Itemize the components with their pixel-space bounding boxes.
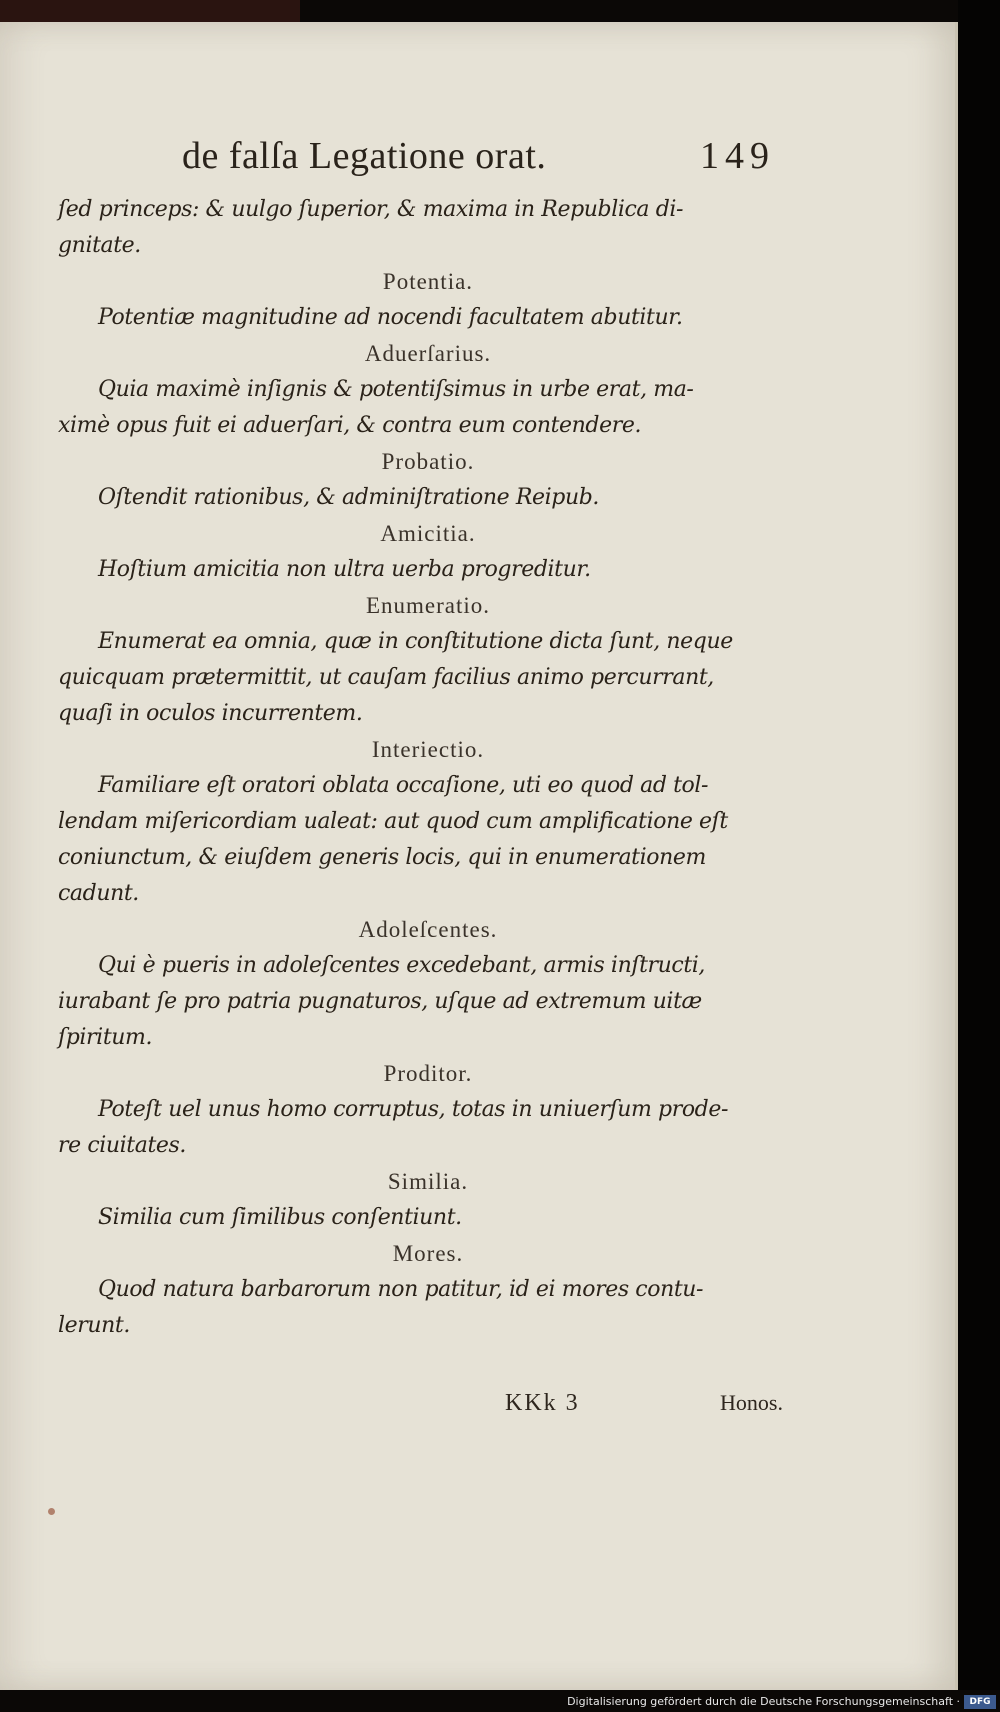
text-section (58, 264, 798, 336)
section-paragraph (58, 624, 798, 732)
text-section (58, 336, 798, 444)
digitization-credit: Digitalisierung gefördert durch die Deutsche Forschungsgemeinschaft · (567, 1695, 960, 1708)
text-line: gnitate. (58, 233, 141, 258)
page-header (0, 132, 955, 192)
section-paragraph (58, 552, 798, 588)
section-heading: Enumeratio. (365, 593, 491, 618)
text-section (58, 192, 798, 264)
text-line: iurabant ſe pro patria pugnaturos, uſque ad extremum uitæ (58, 989, 702, 1014)
text-line: quicquam prætermittit, ut cauſam facilius animo percurrant, (58, 665, 714, 690)
section-paragraph (58, 948, 798, 1056)
text-section (58, 516, 798, 588)
text-section (58, 444, 798, 516)
text-section (58, 1236, 798, 1344)
section-heading: Similia. (387, 1169, 469, 1194)
section-heading: Potentia. (382, 269, 474, 294)
text-line: quaſi in oculos incurrentem. (58, 701, 363, 726)
text-line: Familiare eſt oratori oblata occaſione, uti eo quod ad tol- (98, 773, 709, 798)
page-body (58, 192, 798, 1344)
text-line: Oſtendit rationibus, & adminiſtratione Reipub. (98, 485, 599, 510)
text-line: lendam miſericordiam ualeat: aut quod cum amplificatione eſt (58, 809, 728, 834)
dfg-logo: DFG (964, 1695, 996, 1709)
page-number: 149 (700, 135, 775, 177)
text-line: Quod natura barbarorum non patitur, id ei mores contu- (98, 1277, 704, 1302)
text-line: Quia maximè inſignis & potentiſsimus in urbe erat, ma- (98, 377, 694, 402)
text-line: Similia cum ſimilibus conſentiunt. (98, 1205, 462, 1230)
section-paragraph (58, 480, 798, 516)
text-line: Potentiæ magnitudine ad nocendi facultatem abutitur. (98, 305, 683, 330)
section-heading: Mores. (392, 1241, 464, 1266)
text-section (58, 588, 798, 732)
text-line: cadunt. (58, 881, 139, 906)
section-heading: Interiectio. (371, 737, 485, 762)
text-section (58, 1056, 798, 1164)
book-edge-top (0, 0, 300, 22)
section-heading: Adoleſcentes. (358, 917, 498, 942)
scan-background (958, 0, 1000, 1690)
text-line: ximè opus fuit ei aduerſari, & contra eum contendere. (58, 413, 642, 438)
section-heading: Proditor. (383, 1061, 473, 1086)
book-page (0, 22, 958, 1690)
section-heading: Aduerſarius. (364, 341, 492, 366)
text-section (58, 1164, 798, 1236)
text-line: Qui è pueris in adoleſcentes excedebant, armis inſtructi, (98, 953, 705, 978)
section-paragraph (58, 192, 798, 264)
text-line: Enumerat ea omnia, quæ in conſtitutione dicta ſunt, neque (98, 629, 733, 654)
text-line: coniunctum, & eiuſdem generis locis, qui in enumerationem (58, 845, 706, 870)
section-heading: Probatio. (381, 449, 475, 474)
text-line: ſed princeps: & uulgo ſuperior, & maxima in Republica di- (58, 197, 684, 222)
running-title: de falſa Legatione orat. (182, 135, 547, 177)
section-paragraph (58, 372, 798, 444)
section-paragraph (58, 1200, 798, 1236)
catchword: Honos. (720, 1390, 783, 1415)
section-paragraph (58, 1272, 798, 1344)
signature-mark: KKk 3 (505, 1390, 580, 1416)
text-section (58, 732, 798, 912)
text-line: Hoſtium amicitia non ultra uerba progreditur. (98, 557, 591, 582)
text-section (58, 912, 798, 1056)
text-line: ſpiritum. (58, 1025, 153, 1050)
section-heading: Amicitia. (380, 521, 476, 546)
section-paragraph (58, 1092, 798, 1164)
text-line: re ciuitates. (58, 1133, 186, 1158)
section-paragraph (58, 300, 798, 336)
text-line: lerunt. (58, 1313, 130, 1338)
paper-stain (48, 1508, 55, 1515)
section-paragraph (58, 768, 798, 912)
text-line: Poteſt uel unus homo corruptus, totas in uniuerſum prode- (98, 1097, 729, 1122)
